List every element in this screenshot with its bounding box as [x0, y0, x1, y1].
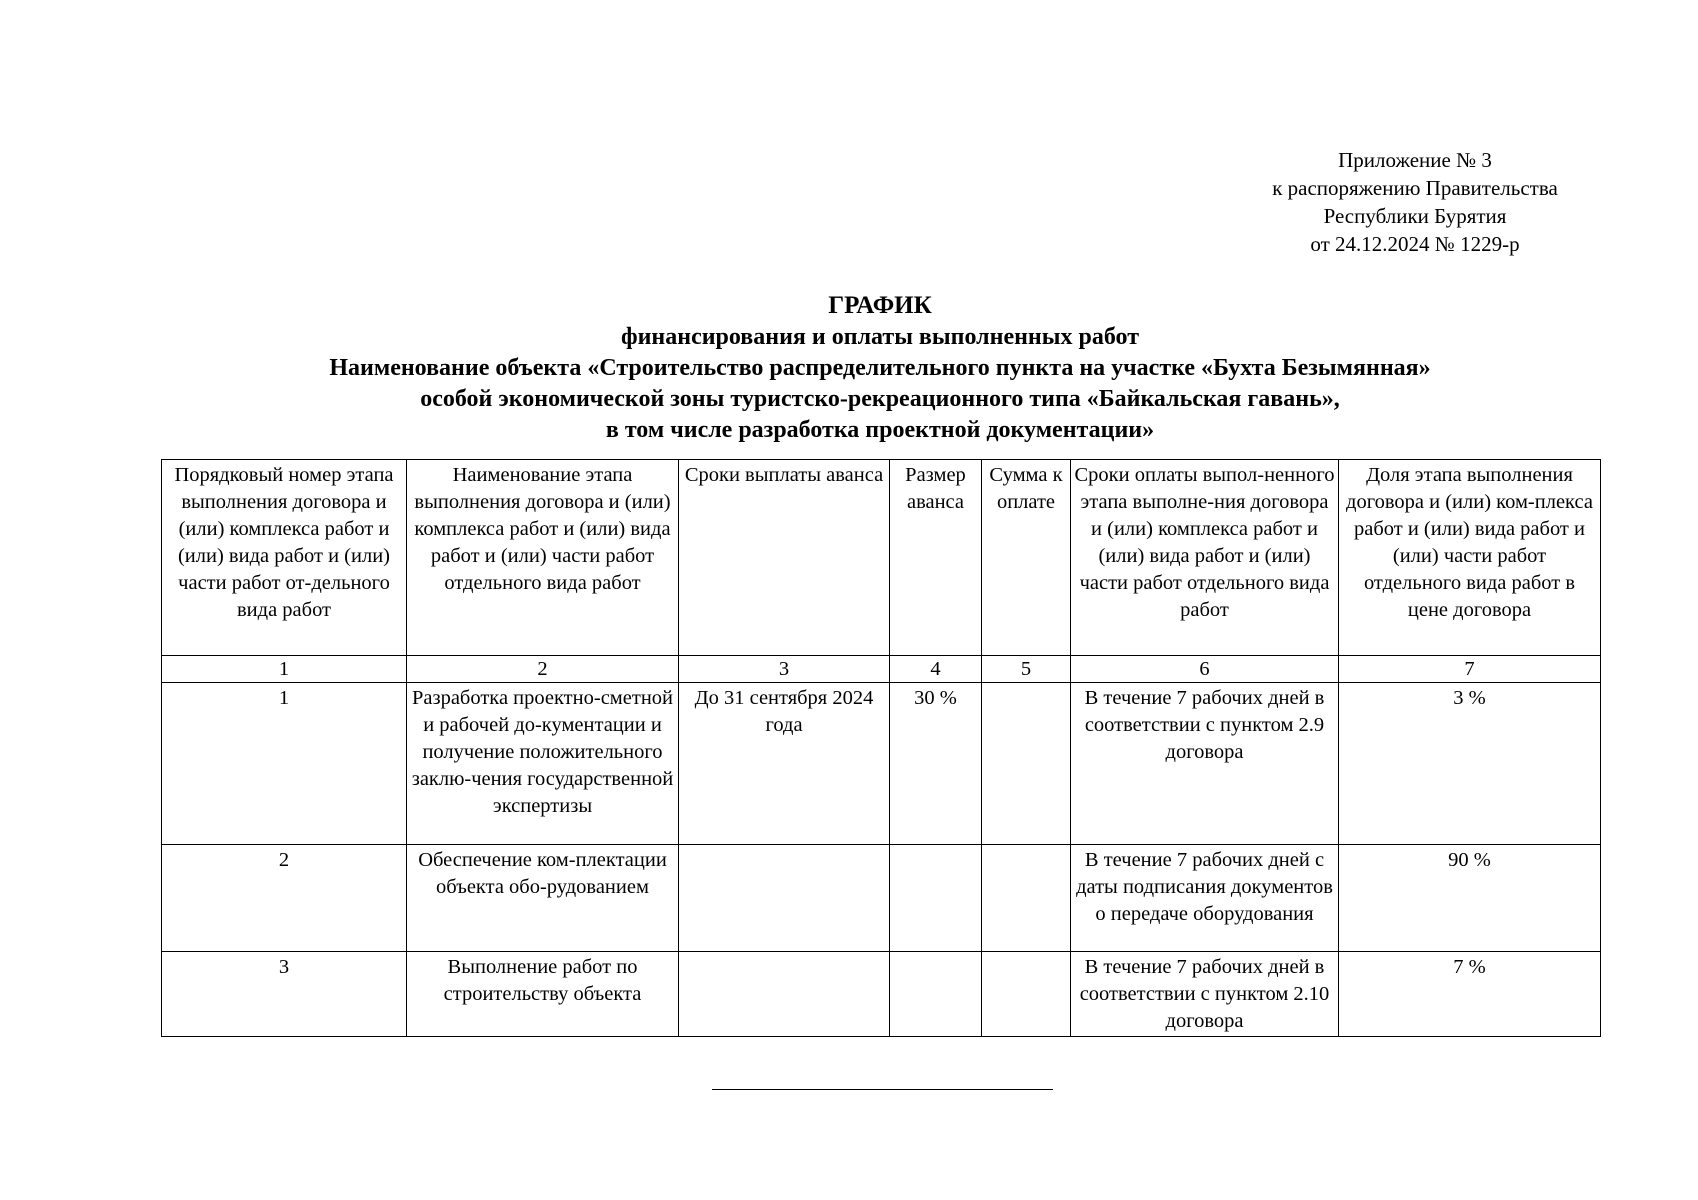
header-share: Доля этапа выполнения договора и (или) ком-плекса работ и (или) вида работ и (или) части работ отдельного вида работ в цене договора — [1339, 460, 1601, 656]
column-number: 2 — [407, 656, 679, 683]
table-row — [162, 683, 1601, 845]
title-zone: особой экономической зоны туристско-рекреационного типа «Байкальская гавань», — [420, 386, 1340, 412]
header-advance-size: Размер аванса — [890, 460, 982, 656]
cell-share: 90 % — [1339, 845, 1601, 952]
column-number: 3 — [679, 656, 890, 683]
cell-advance-size — [890, 952, 982, 1037]
cell-advance-size — [890, 845, 982, 952]
appendix-block — [1245, 146, 1585, 258]
header-advance-terms: Сроки выплаты аванса — [679, 460, 890, 656]
cell-share: 3 % — [1339, 683, 1601, 845]
cell-advance-terms — [679, 952, 890, 1037]
appendix-date: от 24.12.2024 № 1229-р — [1310, 232, 1520, 256]
title-documentation: в том числе разработка проектной документации» — [605, 417, 1155, 443]
schedule-table — [161, 459, 1601, 1037]
cell-amount — [982, 952, 1071, 1037]
cell-advance-terms — [679, 845, 890, 952]
column-number: 6 — [1071, 656, 1339, 683]
cell-stage-name: Обеспечение ком-плектации объекта обо-рудованием — [407, 845, 679, 952]
table-header-row — [162, 460, 1601, 656]
cell-share: 7 % — [1339, 952, 1601, 1037]
table-row — [162, 845, 1601, 952]
table-row — [162, 952, 1601, 1037]
table-column-numbers-row — [162, 656, 1601, 683]
column-number: 4 — [890, 656, 982, 683]
header-payment-terms: Сроки оплаты выпол-ненного этапа выполне-ния договора и (или) комплекса работ и (или) вида работ и (или) части работ отдельного вида работ — [1071, 460, 1339, 656]
cell-stage-name: Выполнение работ по строительству объекта — [407, 952, 679, 1037]
cell-payment-terms: В течение 7 рабочих дней в соответствии с пунктом 2.9 договора — [1071, 683, 1339, 845]
page-title: ГРАФИК — [828, 292, 932, 319]
column-number: 7 — [1339, 656, 1601, 683]
cell-stage-number: 3 — [162, 952, 407, 1037]
cell-amount — [982, 683, 1071, 845]
header-stage-name: Наименование этапа выполнения договора и (или) комплекса работ и (или) вида работ и (или) части работ отдельного вида работ — [407, 460, 679, 656]
title-block — [160, 290, 1600, 446]
cell-stage-number: 2 — [162, 845, 407, 952]
cell-amount — [982, 845, 1071, 952]
cell-stage-name: Разработка проектно-сметной и рабочей до-кументации и получение положительного заклю-чения государственной экспертизы — [407, 683, 679, 845]
cell-payment-terms: В течение 7 рабочих дней с даты подписания документов о передаче оборудования — [1071, 845, 1339, 952]
appendix-republic: Республики Бурятия — [1323, 204, 1507, 228]
appendix-reference: к распоряжению Правительства — [1272, 176, 1558, 200]
title-subtitle: финансирования и оплаты выполненных работ — [620, 324, 1139, 350]
cell-payment-terms: В течение 7 рабочих дней в соответствии с пунктом 2.10 договора — [1071, 952, 1339, 1037]
header-amount: Сумма к оплате — [982, 460, 1071, 656]
closing-divider — [712, 1089, 1053, 1090]
title-object-name: Наименование объекта «Строительство распределительного пункта на участке «Бухта Безымянная» — [329, 355, 1431, 381]
cell-advance-size: 30 % — [890, 683, 982, 845]
cell-advance-terms: До 31 сентября 2024 года — [679, 683, 890, 845]
appendix-number: Приложение № 3 — [1338, 148, 1492, 172]
header-stage-number: Порядковый номер этапа выполнения договора и (или) комплекса работ и (или) вида работ и (или) части работ от-дельного вида работ — [162, 460, 407, 656]
column-number: 5 — [982, 656, 1071, 683]
cell-stage-number: 1 — [162, 683, 407, 845]
column-number: 1 — [162, 656, 407, 683]
